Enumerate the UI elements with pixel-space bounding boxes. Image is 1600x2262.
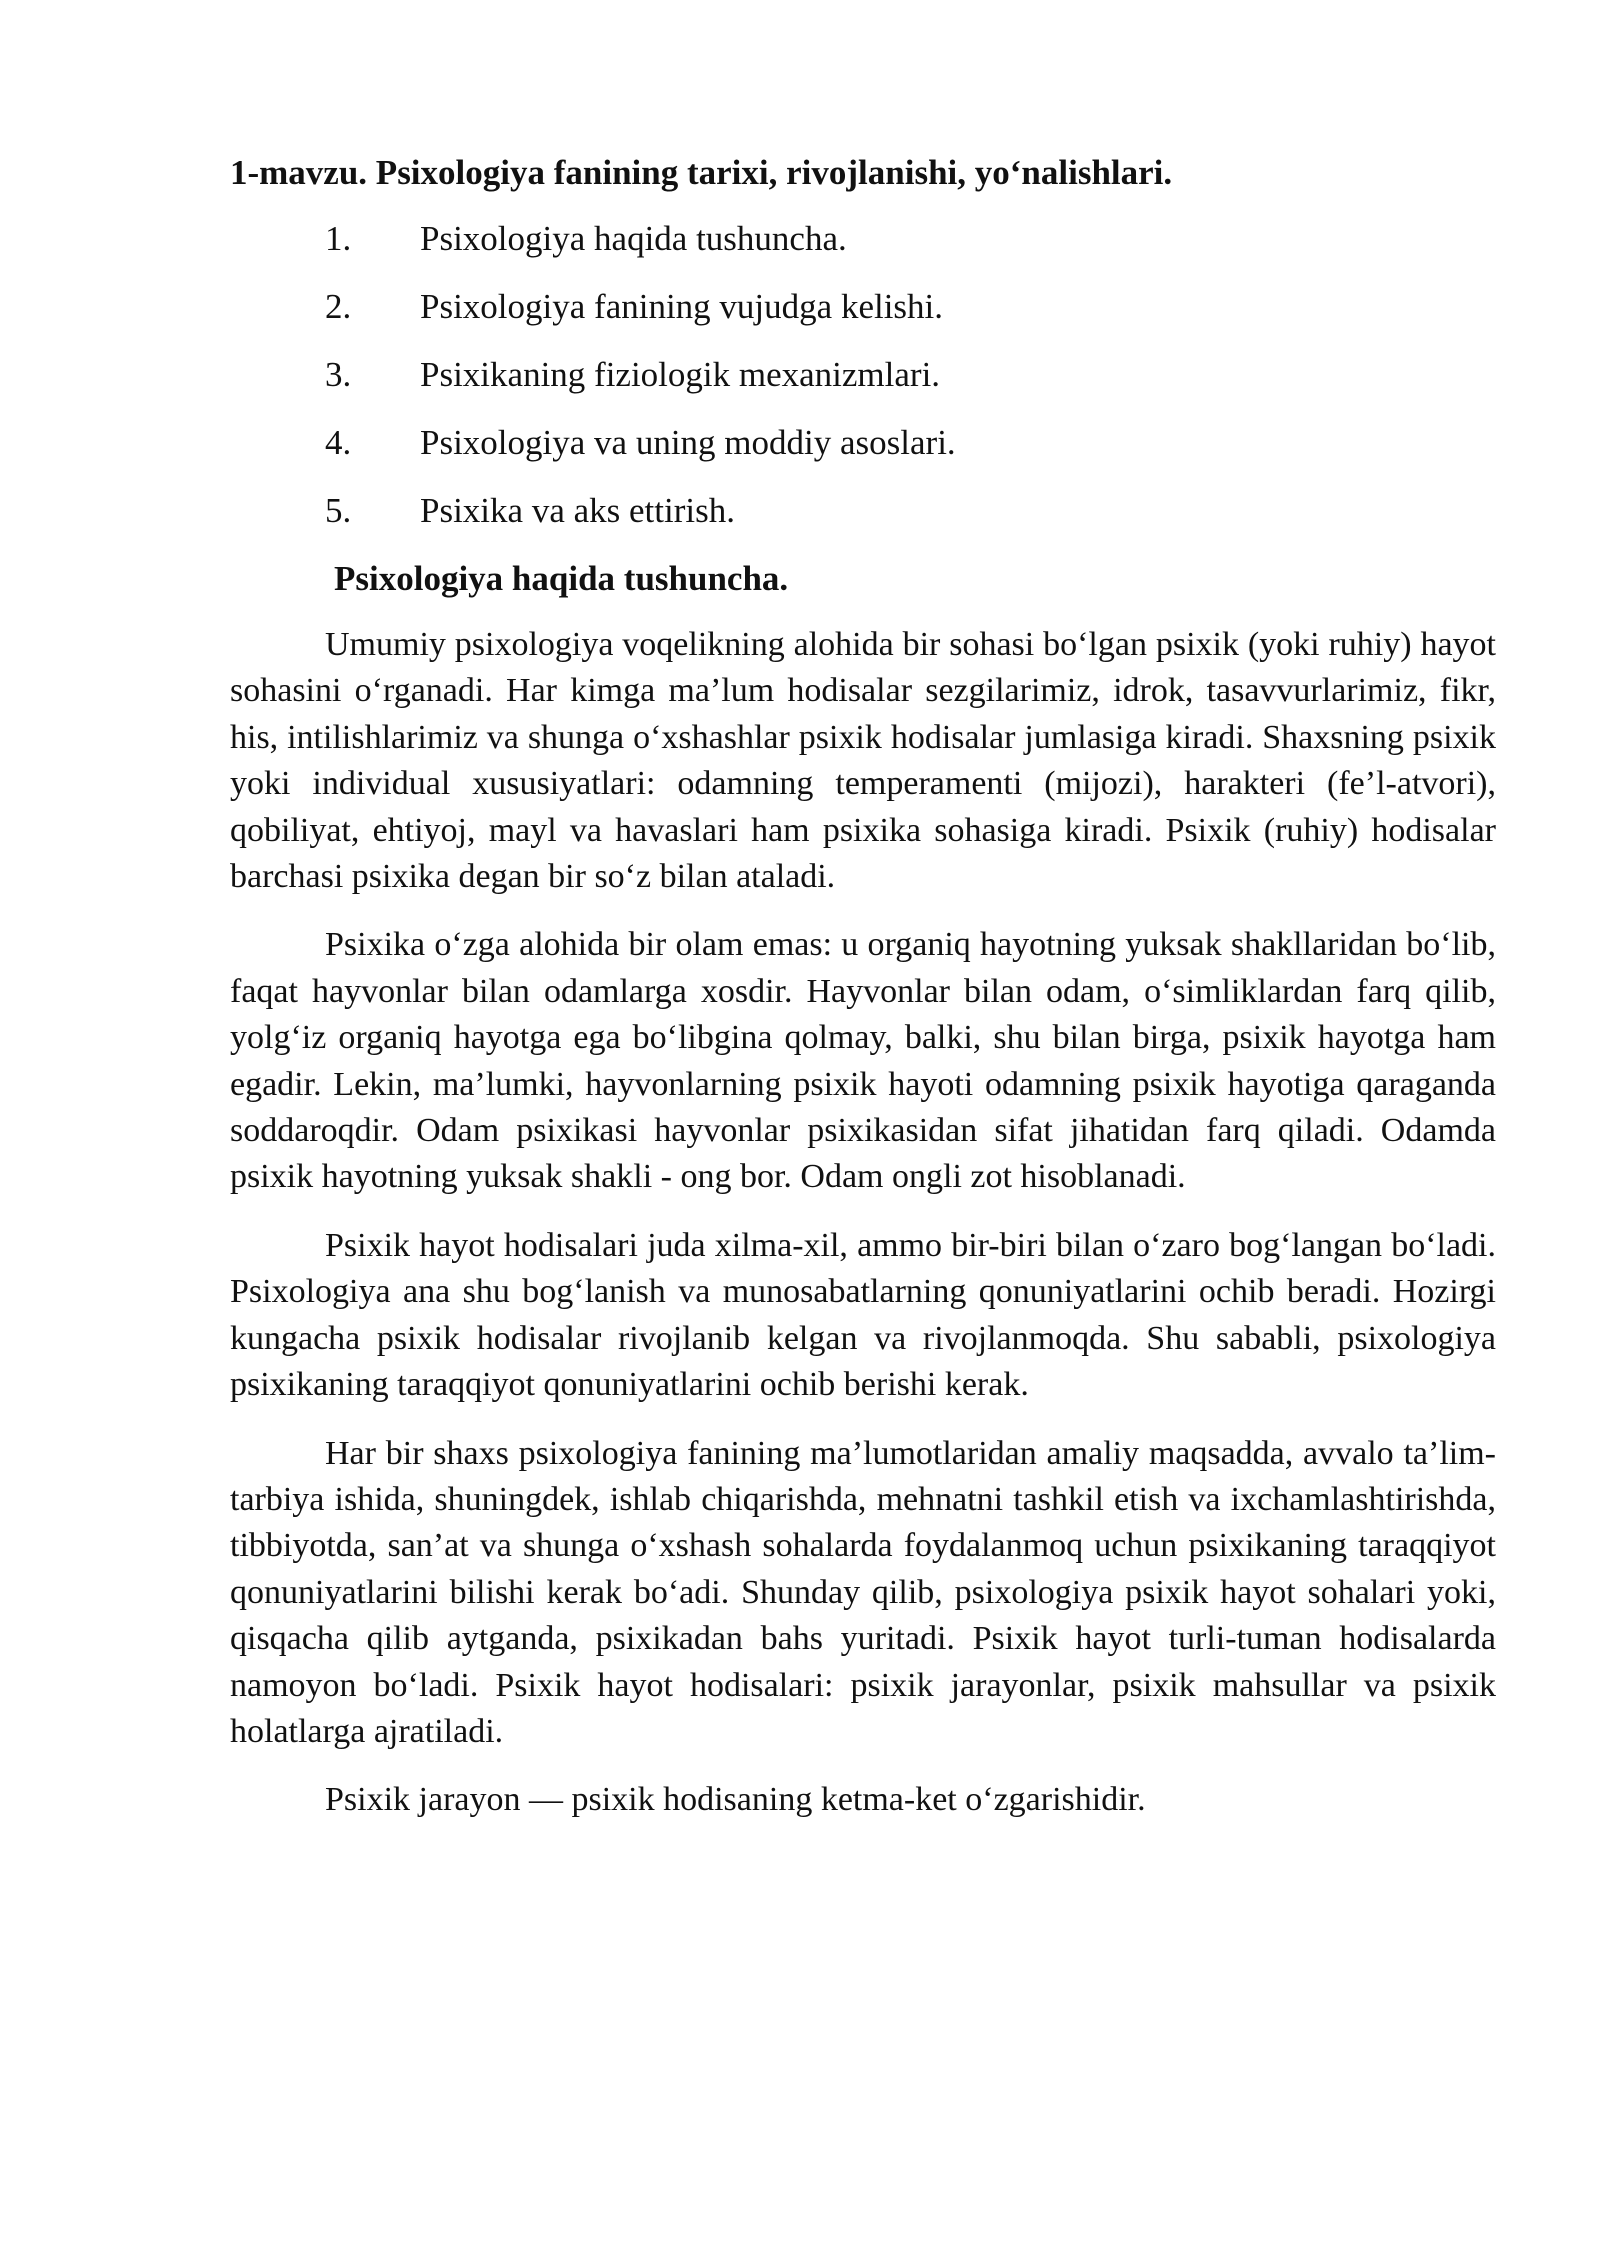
body-paragraph: Psixika o‘zga alohida bir olam emas: u organiq hayotning yuksak shakllaridan bo‘lib, faqat hayvonlar bilan odamlarga xosdir. Hayvonlar bilan odam, o‘simliklardan farq qilib, yolg‘iz organiq hayotga ega bo‘libgina qolmay, balki, shu bilan birga, psixik hayotga ham egadir. Lekin, ma’lumki, hayvonlarning psixik hayoti odamning psixik hayotiga qaraganda soddaroqdir. Odam psixikasi hayvonlar psixikasidan sifat jihatidan farq qiladi. Odamda psixik hayotning yuksak shakli - ong bor. Odam ongli zot hisoblanadi. xyxy=(230,926,1496,1196)
outline-item xyxy=(230,284,1496,330)
outline-item-number: 4. xyxy=(325,423,352,462)
outline-item-number: 5. xyxy=(325,491,352,530)
outline-item-number: 2. xyxy=(325,287,352,326)
outline-item-text: Psixologiya fanining vujudga kelishi. xyxy=(420,287,944,326)
body-paragraph: Psixik hayot hodisalari juda xilma-xil, ammo bir-biri bilan o‘zaro bog‘langan bo‘ladi. Psixologiya ana shu bog‘lanish va munosabatlarning qonuniyatlarini ochib beradi. Hozirgi kungacha psixik hodisalar rivojlanib kelgan va rivojlanmoqda. Shu sababli, psixologiya psixikaning taraqqiyot qonuniyatlarini ochib berishi kerak. xyxy=(230,1226,1496,1404)
document-title: 1-mavzu. Psixologiya fanining tarixi, rivojlanishi, yo‘nalishlari. xyxy=(230,153,1173,192)
outline-item xyxy=(230,216,1496,262)
outline-item-text: Psixika va aks ettirish. xyxy=(420,491,735,530)
outline-item-number: 3. xyxy=(325,355,352,394)
body-paragraph: Har bir shaxs psixologiya fanining ma’lumotlaridan amaliy maqsadda, avvalo ta’lim-tarbiya ishida, shuningdek, ishlab chiqarishda, mehnatni tashkil etish va ixchamlashtirishda, tibbiyotda, san’at va shunga o‘xshash sohalarda foydalanmoq uchun psixikaning taraqqiyot qonuniyatlarini bilishi kerak bo‘adi. Shunday qilib, psixologiya psixik hayot sohalari yoki, qisqacha qilib aytganda, psixikadan bahs yuritadi. Psixik hayot turli-tuman hodisalarda namoyon bo‘ladi. Psixik hayot hodisalari: psixik jarayonlar, psixik mahsullar va psixik holatlarga ajratiladi. xyxy=(230,1434,1496,1750)
outline-item-number: 1. xyxy=(325,219,352,258)
section-heading: Psixologiya haqida tushuncha. xyxy=(334,559,789,598)
body-paragraph: Psixik jarayon — psixik hodisaning ketma-ket o‘zgarishidir. xyxy=(325,1781,1146,1819)
body-paragraph: Umumiy psixologiya voqelikning alohida bir sohasi bo‘lgan psixik (yoki ruhiy) hayot sohasini o‘rganadi. Har kimga ma’lum hodisalar sezgilarimiz, idrok, tasavvurlarimiz, fikr, his, intilishlarimiz va shunga o‘xshashlar psixik hodisalar jumlasiga kiradi. Shaxsning psixik yoki individual xususiyatlari: odamning temperamenti (mijozi), harakteri (fe’l-atvori), qobiliyat, ehtiyoj, mayl va havaslari ham psixika sohasiga kiradi. Psixik (ruhiy) hodisalar barchasi psixika degan bir so‘z bilan ataladi. xyxy=(230,626,1496,896)
outline-item xyxy=(230,488,1496,534)
topic-outline xyxy=(230,216,1496,534)
outline-item xyxy=(230,420,1496,466)
outline-item-text: Psixologiya haqida tushuncha. xyxy=(420,219,847,258)
document-page xyxy=(230,150,1496,1846)
outline-item-text: Psixikaning fiziologik mexanizmlari. xyxy=(420,355,941,394)
outline-item xyxy=(230,352,1496,398)
outline-item-text: Psixologiya va uning moddiy asoslari. xyxy=(420,423,956,462)
